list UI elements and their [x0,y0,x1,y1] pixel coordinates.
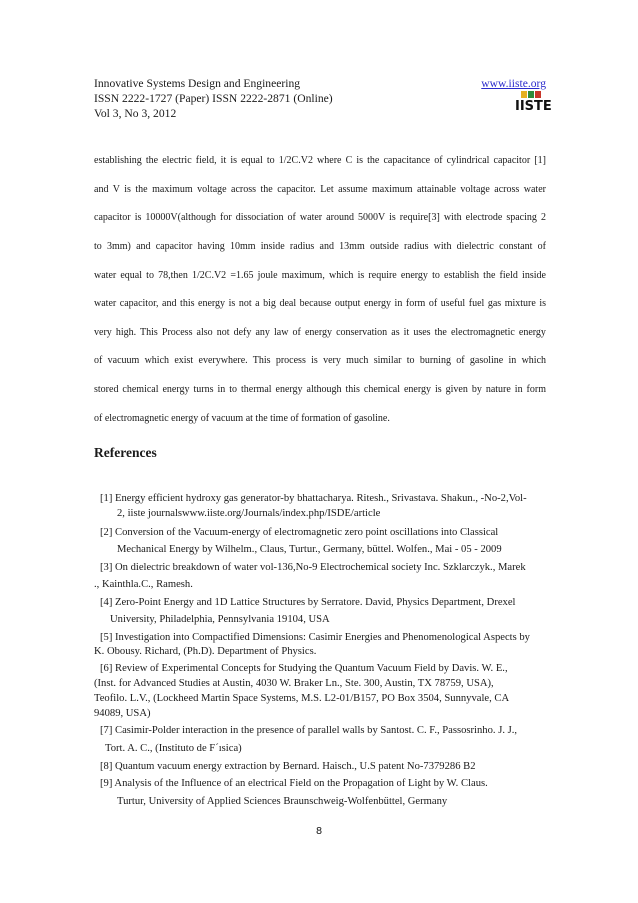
reference-line: 94089, USA) [94,708,151,719]
body-line: capacitor is 10000V(although for dissociation of water around 5000V is require[3] with electrode spacing 2 [94,212,546,223]
reference-line: (Inst. for Advanced Studies at Austin, 4030 W. Braker Ln., Ste. 300, Austin, TX 78759, USA), [94,678,494,689]
journal-name: Innovative Systems Design and Engineering [94,77,301,90]
body-line: very high. This Process also not defy any law of energy conservation as it uses the electromagnetic energy [94,327,546,338]
reference-line: Turtur, University of Applied Sciences Braunschweig-Wolfenbüttel, Germany [117,796,448,807]
reference-line: [9] Analysis of the Influence of an electrical Field on the Propagation of Light by W. Claus. [100,778,488,789]
reference-line: Teofilo. L.V., (Lockheed Martin Space Systems, M.S. L2-01/B157, PO Box 3504, Sunnyvale, CA [94,693,510,704]
body-line: water equal to 78,then 1/2C.V2 =1.65 joule maximum, which is require energy to establish the field inside [94,270,546,281]
reference-line: [1] Energy efficient hydroxy gas generator-by bhattacharya. Ritesh., Srivastava. Shakun., -No-2,Vol- [100,493,527,504]
reference-line: [7] Casimir-Polder interaction in the presence of parallel walls by Santost. C. F., Passosrinho. J. J., [100,725,518,736]
reference-line: 2, iiste journalswww.iiste.org/Journals/index.php/ISDE/article [117,508,381,519]
reference-line: Tort. A. C., (Instituto de F´ısica) [105,743,242,754]
issn-line: ISSN 2222-1727 (Paper) ISSN 2222-2871 (Online) [94,92,333,105]
reference-line: ., Kainthla.C., Ramesh. [94,579,193,590]
body-line: stored chemical energy turns in to thermal energy although this chemical energy is given by nature in form [94,384,546,395]
body-line: to 3mm) and capacitor having 10mm inside radius and 13mm outside radius with dielectric constant of [94,241,546,252]
iiste-logo [515,91,552,119]
references-heading: References [94,445,157,460]
reference-line: [3] On dielectric breakdown of water vol-136,No-9 Electrochemical society Inc. Szklarczyk., Marek [100,562,526,573]
reference-line: Mechanical Energy by Wilhelm., Claus, Turtur., Germany, büttel. Wolfen., Mai - 05 - 2009 [117,544,502,555]
body-line: of vacuum which exist everywhere. This process is very much similar to burning of gasoline in which [94,355,547,366]
body-line: establishing the electric field, it is equal to 1/2C.V2 where C is the capacitance of cylindrical capacitor [1] [94,155,546,166]
logo-wordmark: IISTE [515,99,552,114]
reference-line: [4] Zero-Point Energy and 1D Lattice Structures by Serratore. David, Physics Department, Drexel [100,597,516,608]
reference-line: [5] Investigation into Compactified Dimensions: Casimir Energies and Phenomenological Aspects by [100,632,530,643]
reference-line: [8] Quantum vacuum energy extraction by Bernard. Haisch., U.S patent No-7379286 B2 [100,761,476,772]
reference-line: K. Obousy. Richard, (Ph.D). Department of Physics. [94,646,317,657]
journal-website-link[interactable]: www.iiste.org [481,77,546,90]
volume-line: Vol 3, No 3, 2012 [94,107,177,120]
reference-line: [2] Conversion of the Vacuum-energy of electromagnetic zero point oscillations into Classical [100,527,499,538]
page-number: 8 [315,826,323,837]
body-line: water capacitor, and this energy is not a big deal because output energy in form of useful fuel gas mixture is [94,298,547,309]
reference-line: [6] Review of Experimental Concepts for Studying the Quantum Vacuum Field by Davis. W. E., [100,663,508,674]
body-line: and V is the maximum voltage across the capacitor. Let assume maximum attainable voltage across water [94,184,546,195]
reference-line: University, Philadelphia, Pennsylvania 19104, USA [110,614,330,625]
body-line: of electromagnetic energy of vacuum at the time of formation of gasoline. [94,413,390,424]
